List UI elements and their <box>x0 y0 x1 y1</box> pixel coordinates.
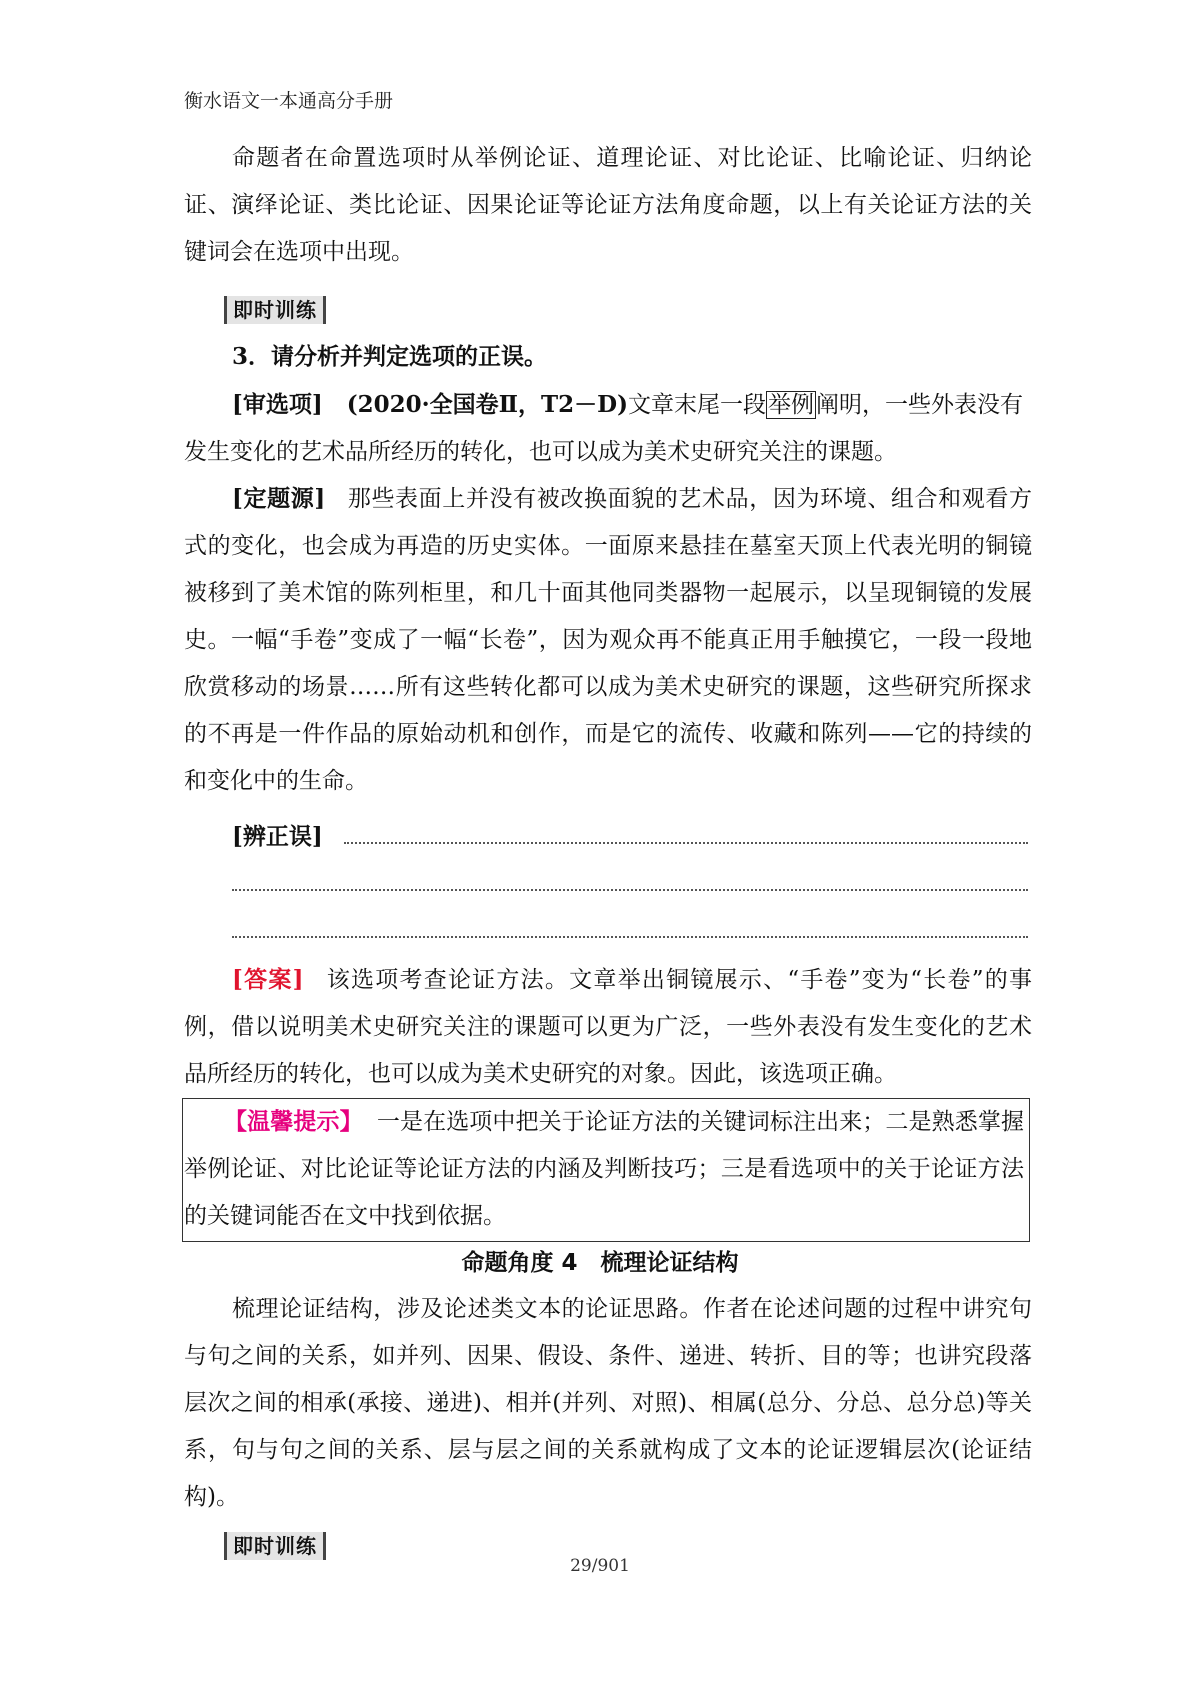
tip-label: 【温馨提示】 <box>224 1108 363 1135</box>
answer-label: [答案] <box>232 966 304 993</box>
running-header: 衡水语文一本通高分手册 <box>184 90 394 112</box>
answer-blank-line-1[interactable] <box>344 842 1028 844</box>
judge-label: [辨正误] <box>232 823 323 850</box>
question-stem-line-1 <box>232 386 1023 419</box>
answer-text: 该选项考查论证方法。文章举出铜镜展示、“手卷”变为“长卷”的事例，借以说明美术史研究关注的课题可以更为广泛，一些外表没有发生变化的艺术品所经历的转化，也可以成为美术史研究的对象。因此，该选项正确。 <box>184 967 1032 1087</box>
practice-tag-2: 即时训练 <box>224 1532 326 1560</box>
review-label: [审选项] <box>232 391 323 418</box>
practice-tag-1: 即时训练 <box>224 296 326 324</box>
origin-text: 那些表面上并没有被改换面貌的艺术品，因为环境、组合和观看方式的变化，也会成为再造的历史实体。一面原来悬挂在墓室天顶上代表光明的铜镜被移到了美术馆的陈列柜里，和几十面其他同类器物一起展示，以呈现铜镜的发展史。一幅“手卷”变成了一幅“长卷”，因为观众再不能真正用手触摸它，一段一段地欣赏移动的场景……所有这些转化都可以成为美术史研究的课题，这些研究所探求的不再是一件作品的原始动机和创作，而是它的流传、收藏和陈列——它的持续的和变化中的生命。 <box>184 486 1033 794</box>
answer-paragraph <box>184 956 1032 1098</box>
stem-pre: 文章末尾一段 <box>628 392 766 418</box>
question-source: (2020·全国卷Ⅱ，T2－D) <box>346 391 628 418</box>
tip-paragraph <box>184 1098 1024 1240</box>
stem-post: 阐明，一些外表没有 <box>816 392 1023 418</box>
stem-keyword-boxed: 举例 <box>768 392 814 418</box>
origin-paragraph <box>184 475 1032 805</box>
origin-label: [定题源] <box>232 485 326 512</box>
answer-blank-line-2[interactable] <box>232 889 1028 891</box>
section-paragraph: 梳理论证结构，涉及论述类文本的论证思路。作者在论述问题的过程中讲究句与句之间的关系，如并列、因果、假设、条件、递进、转折、目的等；也讲究段落层次之间的相承(承接、递进)、相并(并列、对照)、相属(总分、分总、总分总)等关系，句与句之间的关系、层与层之间的关系就构成了文本的论证逻辑层次(论证结构)。 <box>184 1296 1032 1510</box>
question-title: 3．请分析并判定选项的正误。 <box>232 343 548 370</box>
tip-text: 一是在选项中把关于论证方法的关键词标注出来；二是熟悉掌握举例论证、对比论证等论证方法的内涵及判断技巧；三是看选项中的关于论证方法的关键词能否在文中找到依据。 <box>184 1109 1025 1229</box>
answer-blank-line-3[interactable] <box>232 936 1028 938</box>
page-number: 29/901 <box>570 1556 630 1576</box>
section-heading: 命题角度 4 梳理论证结构 <box>461 1250 739 1276</box>
question-stem-line-2: 发生变化的艺术品所经历的转化，也可以成为美术史研究关注的课题。 <box>184 439 897 465</box>
intro-paragraph: 命题者在命置选项时从举例论证、道理论证、对比论证、比喻论证、归纳论证、演绎论证、类比论证、因果论证等论证方法角度命题，以上有关论证方法的关键词会在选项中出现。 <box>184 145 1032 265</box>
